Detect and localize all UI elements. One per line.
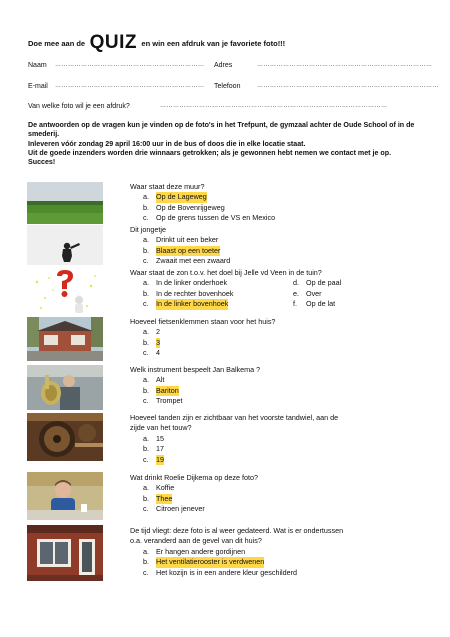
instruction-2: Inleveren vóór zondag 29 april 16:00 uur in de bus of doos die in elke locatie staat. xyxy=(28,139,306,148)
photo-question-figure xyxy=(27,268,103,316)
instruction-3: Uit de goede inzenders worden drie winnaars getrokken; als je gewonnen hebt nemen we contact met je op. xyxy=(28,148,392,157)
question-5 xyxy=(130,365,430,407)
option-a[interactable]: a. Drinkt uit een beker xyxy=(143,235,219,245)
question-8 xyxy=(130,526,430,578)
question-6 xyxy=(130,413,430,465)
question-7 xyxy=(130,473,430,515)
option-c[interactable]: c. Zwaait met een zwaard xyxy=(143,256,231,266)
question-text: Dit jongetje xyxy=(130,225,166,234)
email-label: E-mail xyxy=(28,83,48,90)
question-3 xyxy=(130,268,430,310)
question-text-2: zijde van het touw? xyxy=(130,423,192,433)
foto-field[interactable]: …………………………………………………………………………………………… xyxy=(160,103,388,109)
option-row-1[interactable]: a. In de linker onderhoek d. Op de paal xyxy=(143,278,342,288)
option-b[interactable]: b. Op de Bovenrijgeweg xyxy=(143,202,225,212)
option-a[interactable]: a. Koffie xyxy=(143,483,175,493)
instructions xyxy=(28,121,423,167)
question-text: Hoeveel tanden zijn er zichtbaar van het voorste tandwiel, aan de xyxy=(130,413,339,422)
question-text: Waar staat de zon t.o.v. het doel bij Jelle vd Veen in de tuin? xyxy=(130,268,322,277)
question-text-2: o.a. veranderd aan de gevel van dit huis? xyxy=(130,536,262,546)
foto-label: Van welke foto wil je een afdruk? xyxy=(28,103,130,110)
question-text: De tijd vliegt: deze foto is al weer gedateerd. Wat is er ondertussen xyxy=(130,526,344,535)
option-a[interactable]: a. Er hangen andere gordijnen xyxy=(143,546,246,556)
telefoon-field[interactable]: ………………………………………………………………………… xyxy=(257,83,439,89)
option-a[interactable]: a. Alt xyxy=(143,375,165,385)
option-a[interactable]: a. 2 xyxy=(143,327,160,337)
naam-label: Naam xyxy=(28,62,47,69)
option-row-2[interactable]: b. In de rechter bovenhoek e. Over xyxy=(143,288,322,298)
option-c[interactable]: c. Op de grens tussen de VS en Mexico xyxy=(143,213,276,223)
quiz-title: QUIZ xyxy=(89,32,137,53)
question-4 xyxy=(130,317,430,359)
option-c[interactable]: c. 19 xyxy=(143,454,164,464)
option-a[interactable]: a. 15 xyxy=(143,433,164,443)
option-a[interactable]: a. Op de Lageweg xyxy=(143,192,207,202)
option-row-3[interactable]: c. In de linker bovenhoek f. Op de lat xyxy=(143,299,336,309)
option-b[interactable]: b. Het ventilatierooster is verdwenen xyxy=(143,557,265,567)
option-b[interactable]: b. 17 xyxy=(143,444,164,454)
photo-facade xyxy=(27,525,103,581)
option-b[interactable]: b. Bariton xyxy=(143,385,179,395)
question-text: Welk instrument bespeelt Jan Balkema ? xyxy=(130,365,261,374)
question-text: Wat drinkt Roelie Dijkema op deze foto? xyxy=(130,473,258,482)
option-c[interactable]: c. Trompet xyxy=(143,396,183,406)
photo-woman xyxy=(27,472,103,520)
form-naam xyxy=(28,61,47,70)
option-c[interactable]: c. Het kozijn is in een andere kleur geschilderd xyxy=(143,567,298,577)
option-b[interactable]: b. Thee xyxy=(143,493,173,503)
question-text: Waar staat deze muur? xyxy=(130,182,205,191)
intro-post: en win een afdruk van je favoriete foto!!! xyxy=(141,39,286,48)
photo-house xyxy=(27,317,103,361)
photo-boy xyxy=(27,225,103,265)
photo-baritone-player xyxy=(27,365,103,410)
email-field[interactable]: …………………………………………………………… xyxy=(55,83,205,89)
instruction-4: Succes! xyxy=(28,158,56,167)
photo-wall xyxy=(27,182,103,224)
question-1 xyxy=(130,182,430,224)
intro-pre: Doe mee aan de xyxy=(28,39,86,48)
option-b[interactable]: b. 3 xyxy=(143,337,160,347)
option-b[interactable]: b. Blaast op een toeter xyxy=(143,245,221,255)
question-2 xyxy=(130,225,430,267)
header xyxy=(28,30,285,52)
question-text: Hoeveel fietsenklemmen staan voor het huis? xyxy=(130,317,276,326)
option-c[interactable]: c. Citroen jenever xyxy=(143,504,205,514)
photo-gear xyxy=(27,413,103,461)
adres-label: Adres xyxy=(214,62,233,69)
telefoon-label: Telefoon xyxy=(214,83,241,90)
adres-field[interactable]: ……………………………………………………………………… xyxy=(257,62,433,68)
naam-field[interactable]: …………………………………………………………… xyxy=(55,62,205,68)
option-c[interactable]: c. 4 xyxy=(143,348,160,358)
instruction-1: De antwoorden op de vragen kun je vinden op de foto's in het Trefpunt, de gymzaal achter de Oude School of in de smederij. xyxy=(28,121,415,139)
